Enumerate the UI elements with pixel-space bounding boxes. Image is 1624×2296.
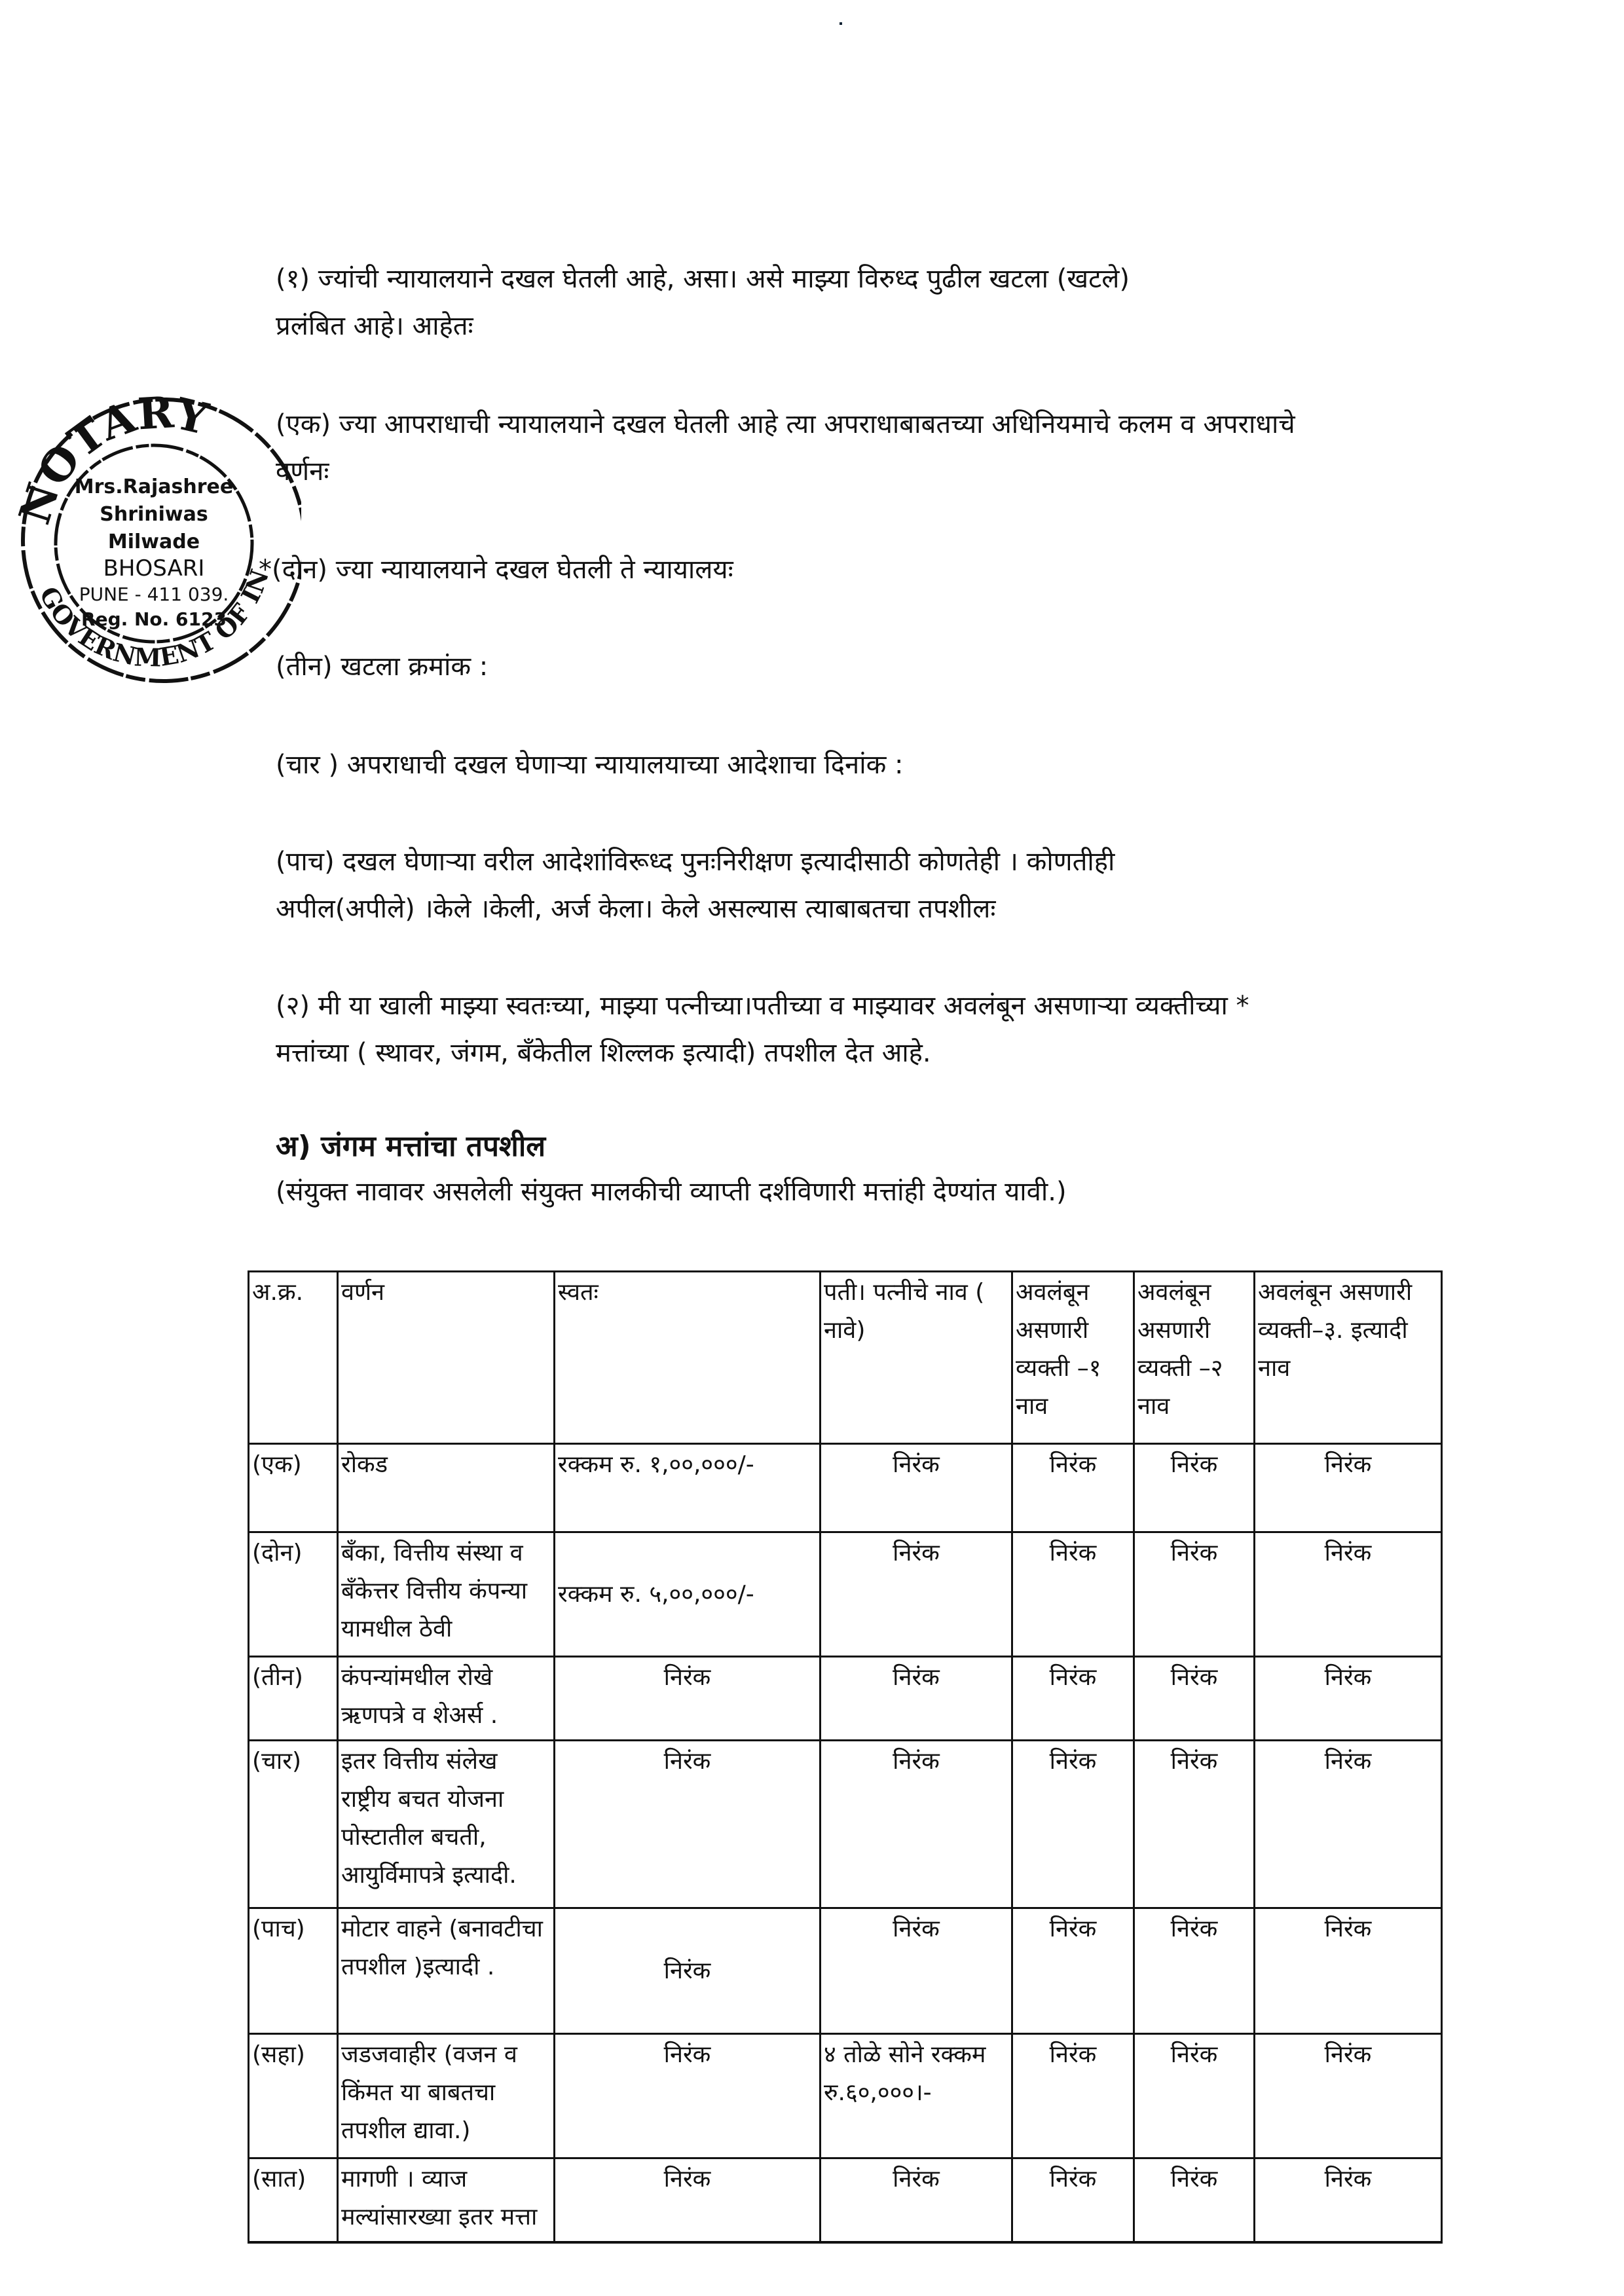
- header-dependent-3: अवलंबून असणारी व्यक्ती–३. इत्यादी नाव: [1255, 1272, 1442, 1444]
- table-row: [249, 2158, 1442, 2242]
- cell-self: निरंक: [555, 1657, 821, 1741]
- cell-spouse: निरंक: [821, 1657, 1012, 1741]
- table-row: [249, 1908, 1442, 2034]
- cell-serial: (एक): [249, 1444, 338, 1532]
- pending-case-paragraph: [276, 255, 1474, 350]
- cell-serial: (तीन): [249, 1657, 338, 1741]
- cell-spouse: निरंक: [821, 1444, 1012, 1532]
- table-row: [249, 1532, 1442, 1657]
- cell-dependent-1: निरंक: [1012, 1444, 1134, 1532]
- item-pach: [276, 838, 1474, 933]
- stamp-name-line-3: Milwade: [107, 530, 200, 553]
- cell-description: इतर वित्तीय संलेख राष्ट्रीय बचत योजना पोस्टातील बचती, आयुर्विमापत्रे इत्यादी.: [338, 1741, 555, 1908]
- assets-declaration-paragraph: [276, 982, 1474, 1077]
- cell-dependent-3: निरंक: [1255, 1741, 1442, 1908]
- cell-serial: (सहा): [249, 2034, 338, 2158]
- stamp-reg-no: Reg. No. 6123: [81, 608, 227, 630]
- cell-spouse: निरंक: [821, 1908, 1012, 2034]
- item-char: [276, 741, 1474, 788]
- cell-dependent-2: निरंक: [1134, 2158, 1255, 2242]
- notary-stamp: [13, 377, 301, 704]
- table-header-row: [249, 1272, 1442, 1444]
- cell-description: मागणी । व्याज मल्यांसारख्या इतर मत्ता: [338, 2158, 555, 2242]
- cell-serial: (दोन): [249, 1532, 338, 1657]
- cell-description: मोटार वाहने (बनावटीचा तपशील )इत्यादी .: [338, 1908, 555, 2034]
- cell-spouse: ४ तोळे सोने रक्कम रु.६०,०००।-: [821, 2034, 1012, 2158]
- cell-dependent-2: निरंक: [1134, 1444, 1255, 1532]
- item-teen: [276, 643, 1474, 690]
- cell-spouse: निरंक: [821, 1741, 1012, 1908]
- cell-self: रक्कम रु. १,००,०००/-: [555, 1444, 821, 1532]
- scan-speck: [840, 22, 842, 25]
- cell-dependent-2: निरंक: [1134, 1532, 1255, 1657]
- item-char-line: (चार ) अपराधाची दखल घेणाऱ्या न्यायालयाच्या आदेशाचा दिनांक :: [276, 750, 904, 780]
- header-self: स्वतः: [555, 1272, 821, 1444]
- assets-declaration-line-2: मत्तांच्या ( स्थावर, जंगम, बँकेतील शिल्लक इत्यादी) तपशील देत आहे.: [276, 1038, 931, 1068]
- cell-dependent-1: निरंक: [1012, 1741, 1134, 1908]
- pending-case-line-2: प्रलंबित आहे। आहेतः: [276, 311, 473, 341]
- section-note: (संयुक्त नावावर असलेली संयुक्त मालकीची व्याप्ती दर्शविणारी मत्तांही देण्यांत यावी.): [276, 1177, 1067, 1207]
- cell-dependent-2: निरंक: [1134, 1741, 1255, 1908]
- cell-dependent-1: निरंक: [1012, 2034, 1134, 2158]
- cell-serial: (पाच): [249, 1908, 338, 2034]
- cell-description: कंपन्यांमधील रोखे ऋणपत्रे व शेअर्स .: [338, 1657, 555, 1741]
- section-heading: अ) जंगम मत्तांचा तपशील: [276, 1130, 546, 1163]
- cell-dependent-2: निरंक: [1134, 2034, 1255, 2158]
- cell-description: जडजवाहीर (वजन व किंमत या बाबतचा तपशील द्यावा.): [338, 2034, 555, 2158]
- item-ek-line-2: वर्णनः: [276, 456, 329, 487]
- table-row: [249, 2034, 1442, 2158]
- stamp-name-line-2: Shriniwas: [100, 503, 208, 526]
- table-row: [249, 1444, 1442, 1532]
- cell-description: रोकड: [338, 1444, 555, 1532]
- stamp-bottom-arc-text: GOVERNMENT OF IN: [33, 565, 275, 673]
- cell-dependent-2: निरंक: [1134, 1908, 1255, 2034]
- table-row: [249, 1741, 1442, 1908]
- cell-self: निरंक: [555, 1741, 821, 1908]
- cell-dependent-3: निरंक: [1255, 1532, 1442, 1657]
- item-don: [259, 546, 1457, 593]
- cell-description: बँका, वित्तीय संस्था व बँकेत्तर वित्तीय कंपन्या यामधील ठेवी: [338, 1532, 555, 1657]
- cell-dependent-3: निरंक: [1255, 2034, 1442, 2158]
- cell-dependent-1: निरंक: [1012, 1908, 1134, 2034]
- stamp-name-line-1: Mrs.Rajashree: [74, 475, 234, 498]
- stamp-place: BHOSARI: [103, 555, 205, 582]
- header-dependent-2: अवलंबून असणारी व्यक्ती –२ नाव: [1134, 1272, 1255, 1444]
- cell-dependent-3: निरंक: [1255, 1444, 1442, 1532]
- cell-dependent-3: निरंक: [1255, 2158, 1442, 2242]
- item-pach-line-2: अपील(अपीले) ।केले ।केली, अर्ज केला। केले असल्यास त्याबाबतचा तपशीलः: [276, 894, 996, 924]
- stamp-city: PUNE - 411 039.: [79, 583, 229, 605]
- cell-serial: (सात): [249, 2158, 338, 2242]
- stamp-top-arc-text: NOTARY: [13, 386, 213, 530]
- cell-self: निरंक: [555, 2034, 821, 2158]
- cell-spouse: निरंक: [821, 1532, 1012, 1657]
- header-serial: अ.क्र.: [249, 1272, 338, 1444]
- header-dependent-1: अवलंबून असणारी व्यक्ती –१ नाव: [1012, 1272, 1134, 1444]
- cell-dependent-3: निरंक: [1255, 1657, 1442, 1741]
- header-description: वर्णन: [338, 1272, 555, 1444]
- cell-self: रक्कम रु. ५,००,०००/-: [555, 1532, 821, 1657]
- assets-declaration-line-1: (२) मी या खाली माझ्या स्वतःच्या, माझ्या पत्नीच्या।पतीच्या व माझ्यावर अवलंबून असणाऱ्या व्यक्तीच्या *: [276, 991, 1249, 1021]
- cell-dependent-3: निरंक: [1255, 1908, 1442, 2034]
- table-row: [249, 1657, 1442, 1741]
- cell-dependent-1: निरंक: [1012, 1532, 1134, 1657]
- header-spouse: पती। पत्नीचे नाव ( नावे): [821, 1272, 1012, 1444]
- cell-spouse: निरंक: [821, 2158, 1012, 2242]
- movable-assets-table: [248, 1270, 1443, 2244]
- cell-serial: (चार): [249, 1741, 338, 1908]
- pending-case-line-1: (१) ज्यांची न्यायालयाने दखल घेतली आहे, असा। असे माझ्या विरुध्द पुढील खटला (खटले): [276, 264, 1130, 294]
- cell-dependent-1: निरंक: [1012, 1657, 1134, 1741]
- item-don-line: *(दोन) ज्या न्यायालयाने दखल घेतली ते न्यायालयः: [259, 555, 733, 585]
- cell-self: निरंक: [555, 1908, 821, 2034]
- cell-dependent-1: निरंक: [1012, 2158, 1134, 2242]
- item-ek: [276, 401, 1474, 495]
- item-pach-line-1: (पाच) दखल घेणाऱ्या वरील आदेशांविरूध्द पुनःनिरीक्षण इत्यादीसाठी कोणतेही । कोणतीही: [276, 847, 1115, 877]
- item-teen-line: (तीन) खटला क्रमांक :: [276, 652, 489, 682]
- cell-self: निरंक: [555, 2158, 821, 2242]
- item-ek-line-1: (एक) ज्या आपराधाची न्यायालयाने दखल घेतली आहे त्या अपराधाबाबतच्या अधिनियमाचे कलम व अपराधाचे: [276, 409, 1295, 439]
- cell-dependent-2: निरंक: [1134, 1657, 1255, 1741]
